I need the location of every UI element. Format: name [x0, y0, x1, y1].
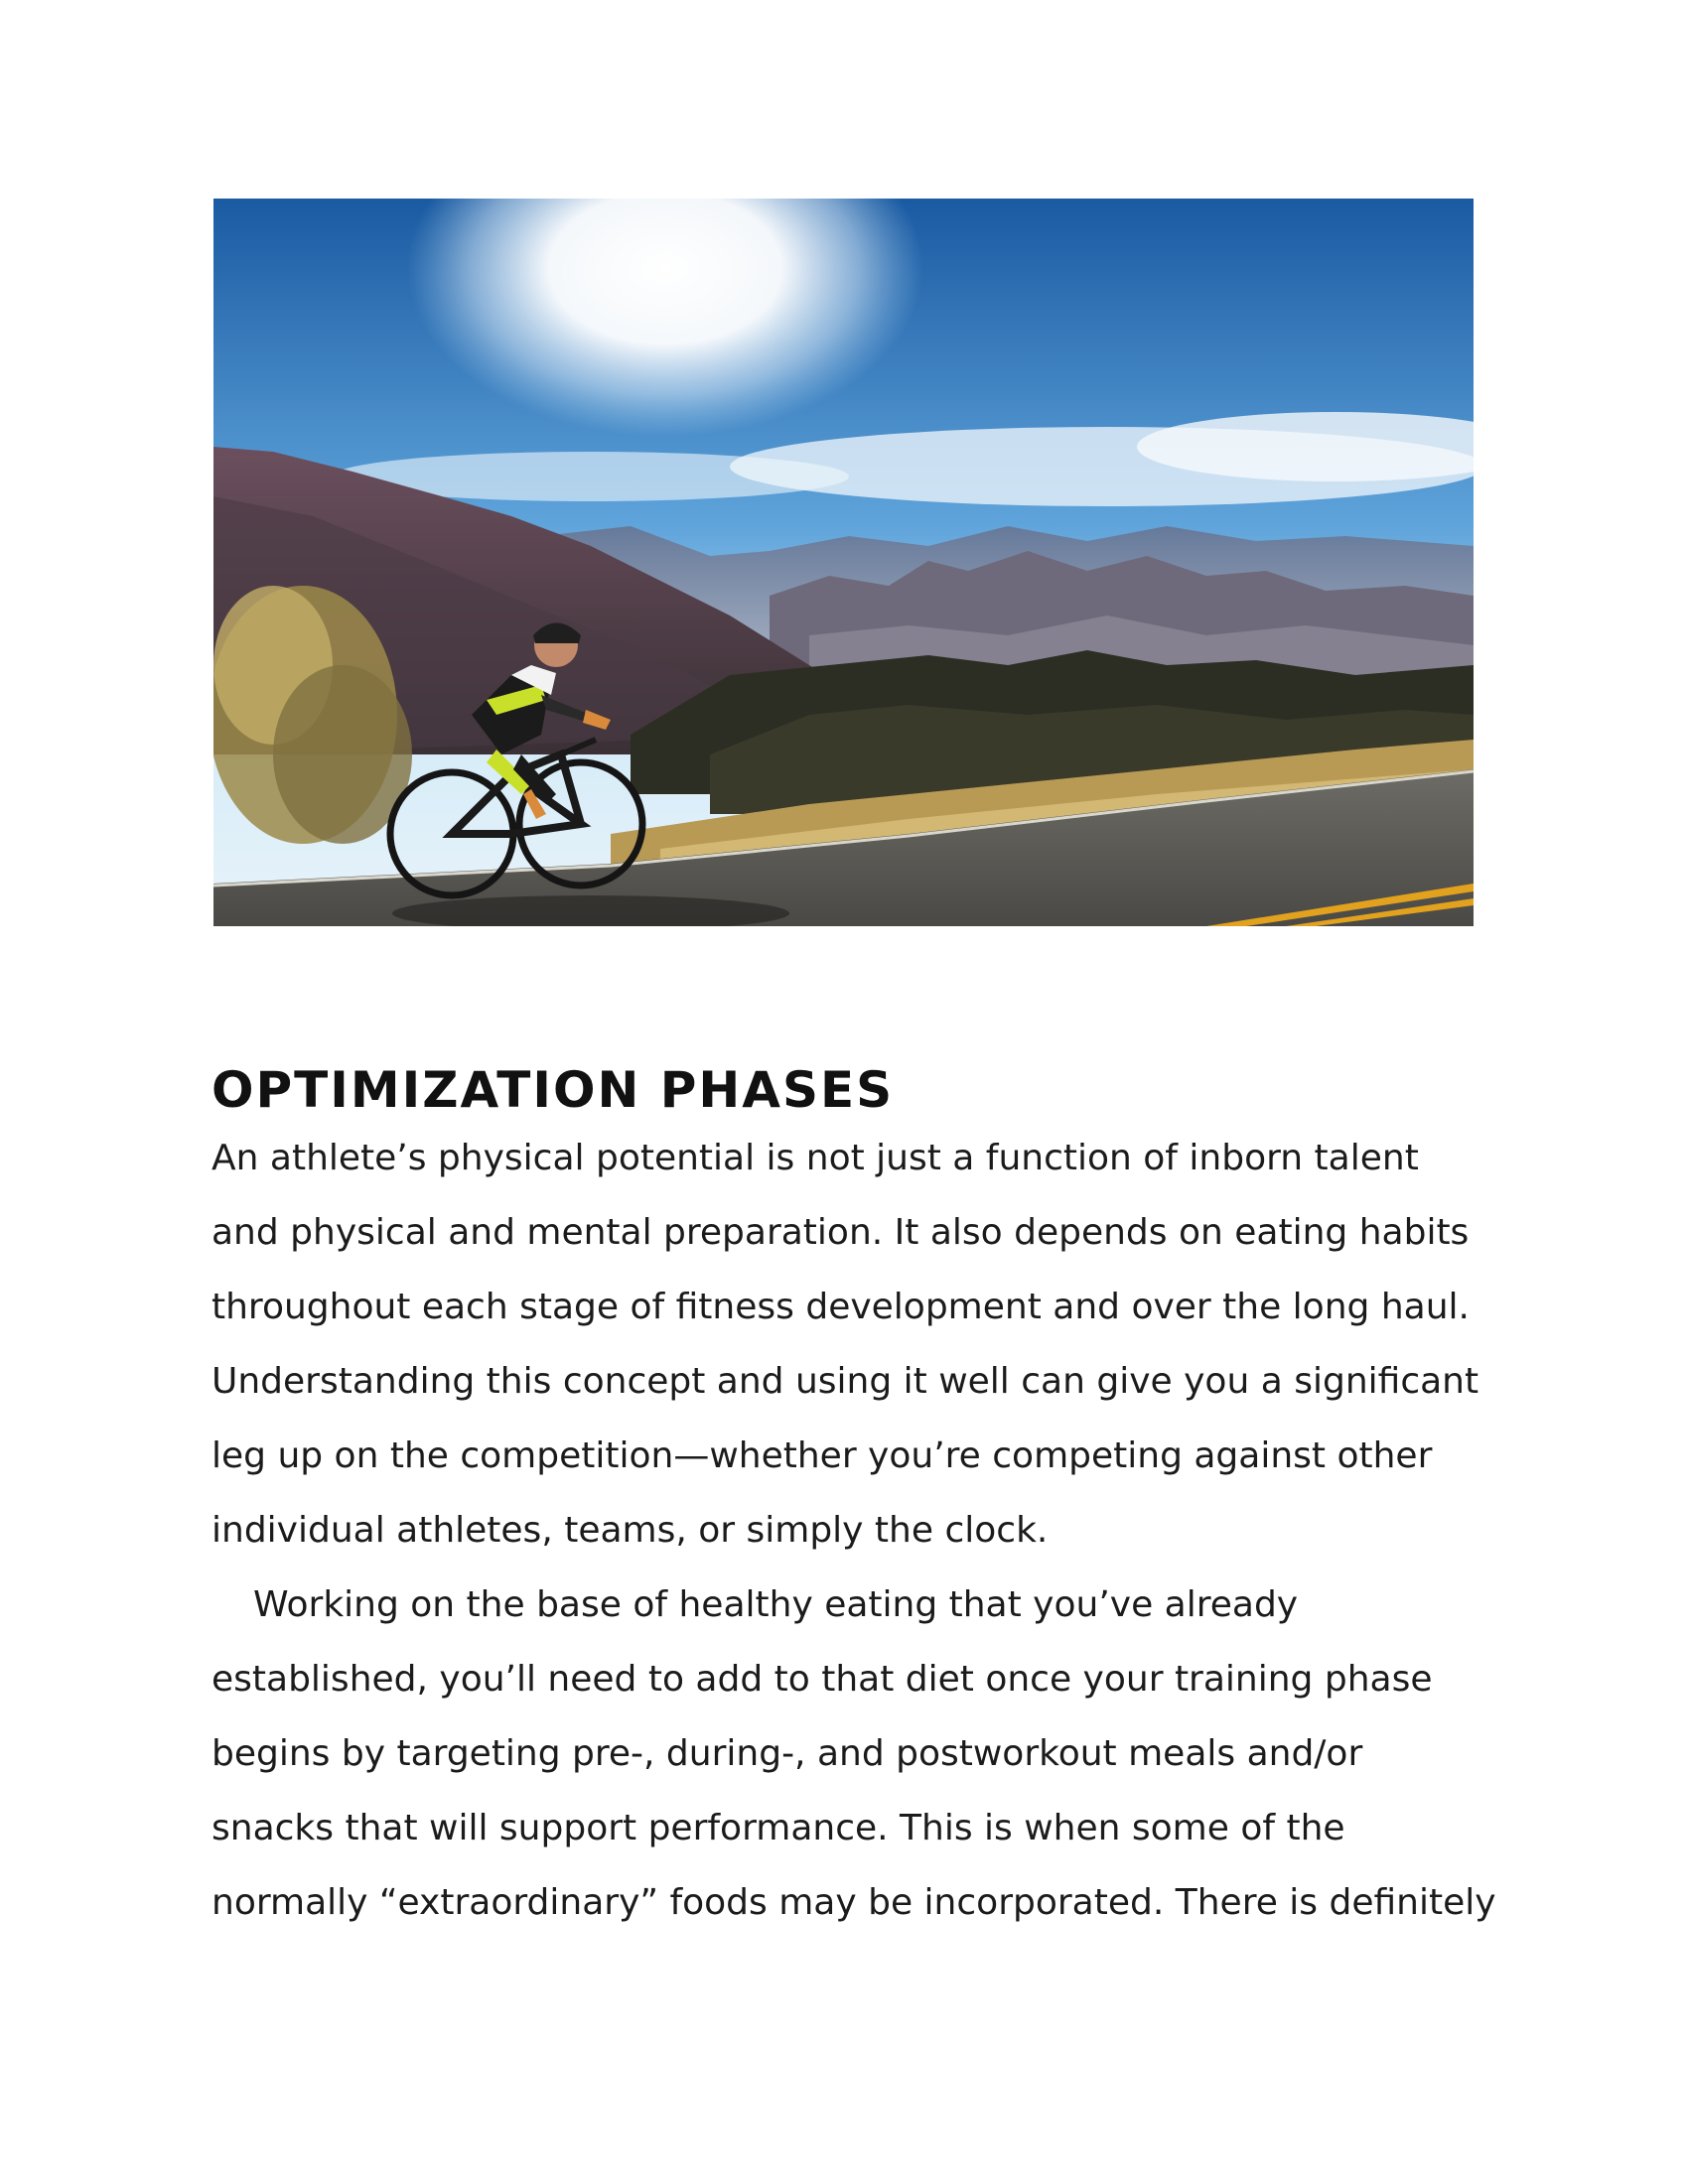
- text-line: leg up on the competition—whether you’re competing against other: [211, 1435, 1433, 1476]
- text-line: begins by targeting pre-, during-, and postworkout meals and/or: [211, 1733, 1363, 1774]
- text-line: and physical and mental preparation. It also depends on eating habits: [211, 1212, 1470, 1253]
- cyclist-photo: [213, 199, 1474, 926]
- text-line: An athlete’s physical potential is not just a function of inborn talent: [211, 1138, 1419, 1178]
- text-line: throughout each stage of fitness development and over the long haul.: [211, 1287, 1470, 1327]
- text-line: Understanding this concept and using it well can give you a significant: [211, 1361, 1479, 1402]
- text-line: established, you’ll need to add to that diet once your training phase: [211, 1659, 1433, 1700]
- text-line: normally “extraordinary” foods may be incorporated. There is definitely: [211, 1882, 1496, 1923]
- text-line: snacks that will support performance. This is when some of the: [211, 1808, 1345, 1848]
- section-heading: OPTIMIZATION PHASES: [211, 1061, 895, 1119]
- cyclist-illustration: [213, 199, 1474, 926]
- text-line: Working on the base of healthy eating that you’ve already: [253, 1584, 1299, 1625]
- body-text: [211, 1121, 1496, 1940]
- text-line: individual athletes, teams, or simply the clock.: [211, 1510, 1049, 1551]
